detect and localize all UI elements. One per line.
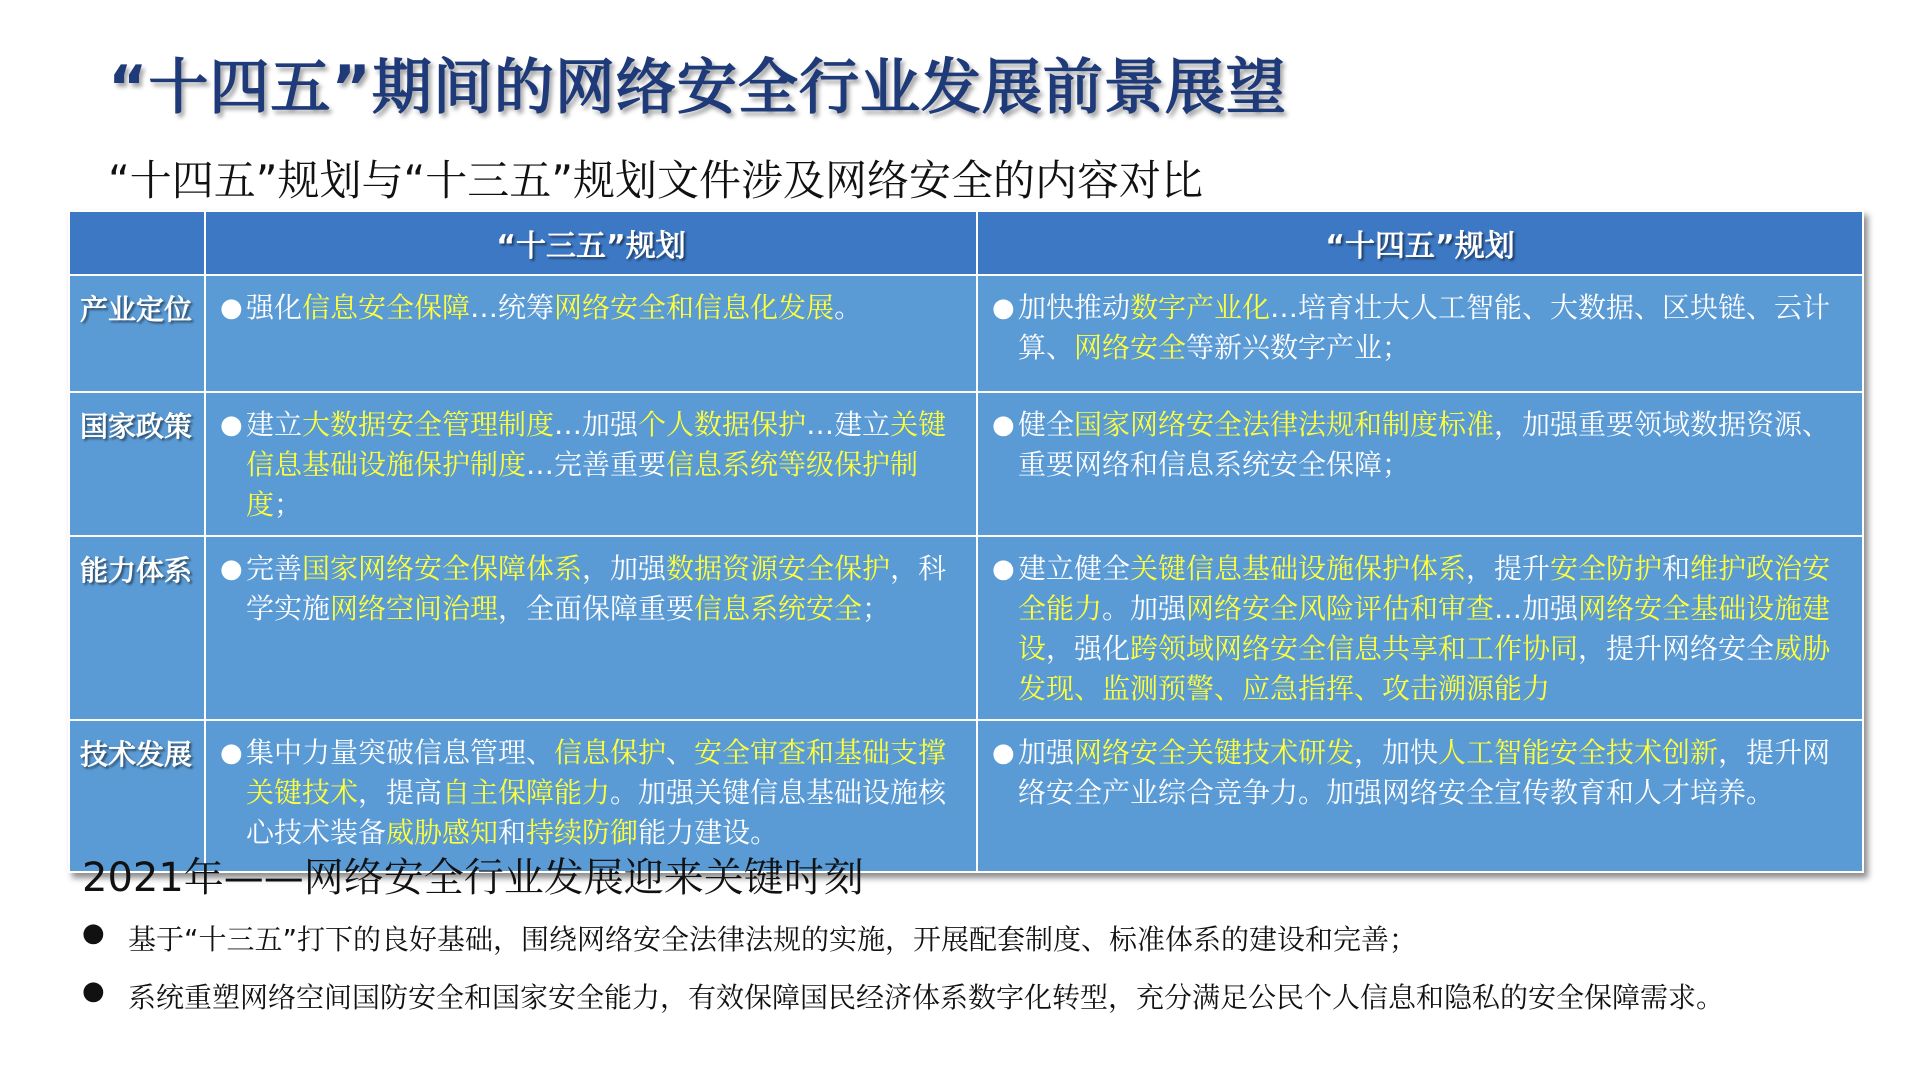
cell-text [246,288,958,328]
plain-text: ，提高 [358,776,443,809]
highlight-text: 国家网络安全保障体系 [302,552,583,585]
highlight-text: 关键信息基础设施保护制度 [246,408,947,481]
page-subtitle: “十四五”规划与“十三五”规划文件涉及网络安全的内容对比 [108,156,1204,205]
cell-text [246,405,958,525]
bullet-dot-icon: ● [82,918,105,948]
highlight-text: 数据资源安全保护 [666,552,891,585]
highlight-text: 网络安全关键技术研发 [1074,736,1355,769]
plain-text: 和 [1662,552,1691,585]
table-row [69,536,1863,720]
plain-text: …统筹 [470,291,555,324]
plain-text: ，科学实施 [246,552,947,625]
plain-text: ，加快 [1354,736,1439,769]
highlight-text: 跨领域网络安全信息共享和工作协同 [1130,632,1579,665]
highlight-text: 网络安全 [1074,331,1187,364]
bullet-text: 基于“十三五”打下的良好基础，围绕网络安全法律法规的实施，开展配套制度、标准体系的建设和完善； [128,923,1418,956]
plain-text: …建立 [806,408,891,441]
bullet-text: 系统重塑网络空间国防安全和国家安全能力，有效保障国民经济体系数字化转型，充分满足公民个人信息和隐私的安全保障需求。 [128,981,1725,1014]
cell-text [1018,549,1844,709]
list-item [82,918,1417,958]
highlight-text: 个人数据保护 [638,408,807,441]
comparison-table [68,210,1864,873]
bullet-dot-icon: ● [220,554,243,584]
plain-text: 建立健全 [1018,552,1131,585]
cell-14th-national-policy [977,392,1863,536]
plain-text: 集中力量突破信息管理、 [246,736,555,769]
bullet-dot-icon: ● [992,554,1015,584]
column-header-14th: “十四五”规划 [977,211,1863,275]
plain-text: 、 [666,736,695,769]
highlight-text: 信息系统安全 [694,592,863,625]
row-label-industry-positioning: 产业定位 [69,275,205,392]
cell-text [246,733,958,853]
cell-text [1018,288,1844,368]
table-header-row [69,211,1863,275]
plain-text: 健全 [1018,408,1075,441]
highlight-text: 安全审查和基础支撑关键技术 [246,736,947,809]
highlight-text: 自主保障能力 [442,776,611,809]
plain-text: …加强 [1494,592,1579,625]
highlight-text: 数字产业化 [1130,291,1271,324]
plain-text: …加强 [554,408,639,441]
column-header-13th: “十三五”规划 [205,211,977,275]
plain-text: 加快推动 [1018,291,1131,324]
plain-text: ； [274,488,303,521]
plain-text: ，提升网络安全 [1578,632,1775,665]
table-corner-cell [69,211,205,275]
plain-text: ，加强 [582,552,667,585]
highlight-text: 大数据安全管理制度 [302,408,555,441]
highlight-text: 信息安全保障 [302,291,471,324]
plain-text: 能力建设。 [638,816,779,849]
bullet-dot-icon: ● [82,976,105,1006]
highlight-text: 信息保护 [554,736,667,769]
plain-text: ，提升网络安全产业综合竞争力。加强网络安全宣传教育和人才培养。 [1018,736,1831,809]
plain-text: 强化 [246,291,303,324]
plain-text: 加强 [1018,736,1075,769]
plain-text: …完善重要 [526,448,667,481]
cell-14th-technology-development [977,720,1863,872]
cell-14th-industry-positioning [977,275,1863,392]
highlight-text: 人工智能安全技术创新 [1438,736,1719,769]
highlight-text: 关键信息基础设施保护体系 [1130,552,1467,585]
plain-text: 和 [498,816,527,849]
cell-text [1018,405,1844,485]
page-title: “十四五”期间的网络安全行业发展前景展望 [108,53,1287,123]
cell-text [246,549,958,629]
highlight-text: 威胁发现、监测预警、应急指挥、攻击溯源能力 [1018,632,1831,705]
plain-text: 完善 [246,552,303,585]
row-label-technology-development: 技术发展 [69,720,205,872]
cell-13th-national-policy [205,392,977,536]
plain-text: …培育壮大人工智能、大数据、区块链、云计算、 [1018,291,1831,364]
plain-text: ，加强重要领域数据资源、重要网络和信息系统安全保障； [1018,408,1831,481]
plain-text: 。 [834,291,863,324]
plain-text: ，全面保障重要 [498,592,695,625]
highlight-text: 网络安全风险评估和审查 [1186,592,1495,625]
bullet-dot-icon: ● [992,410,1015,440]
table-row [69,275,1863,392]
plain-text: ，提升 [1466,552,1551,585]
row-label-national-policy: 国家政策 [69,392,205,536]
highlight-text: 持续防御 [526,816,639,849]
cell-text [1018,733,1844,813]
bullet-dot-icon: ● [992,738,1015,768]
bullet-dot-icon: ● [220,738,243,768]
bullet-dot-icon: ● [220,293,243,323]
highlight-text: 安全防护 [1550,552,1663,585]
highlight-text: 网络安全基础设施建设 [1018,592,1831,665]
plain-text: 。加强 [1102,592,1187,625]
highlight-text: 国家网络安全法律法规和制度标准 [1074,408,1495,441]
bullet-dot-icon: ● [992,293,1015,323]
cell-13th-industry-positioning [205,275,977,392]
cell-14th-capability-system [977,536,1863,720]
table-row [69,392,1863,536]
highlight-text: 网络安全和信息化发展 [554,291,835,324]
plain-text: 建立 [246,408,303,441]
cell-13th-capability-system [205,536,977,720]
plain-text: 。加强关键信息基础设施核心技术装备 [246,776,947,849]
section-title: 2021年——网络安全行业发展迎来关键时刻 [82,855,864,901]
bullet-dot-icon: ● [220,410,243,440]
highlight-text: 维护政治安全能力 [1018,552,1831,625]
highlight-text: 信息系统等级保护制度 [246,448,919,521]
list-item [82,976,1724,1016]
plain-text: 等新兴数字产业； [1186,331,1411,364]
plain-text: ； [862,592,891,625]
highlight-text: 威胁感知 [386,816,499,849]
row-label-capability-system: 能力体系 [69,536,205,720]
plain-text: ，强化 [1046,632,1131,665]
highlight-text: 网络空间治理 [330,592,499,625]
